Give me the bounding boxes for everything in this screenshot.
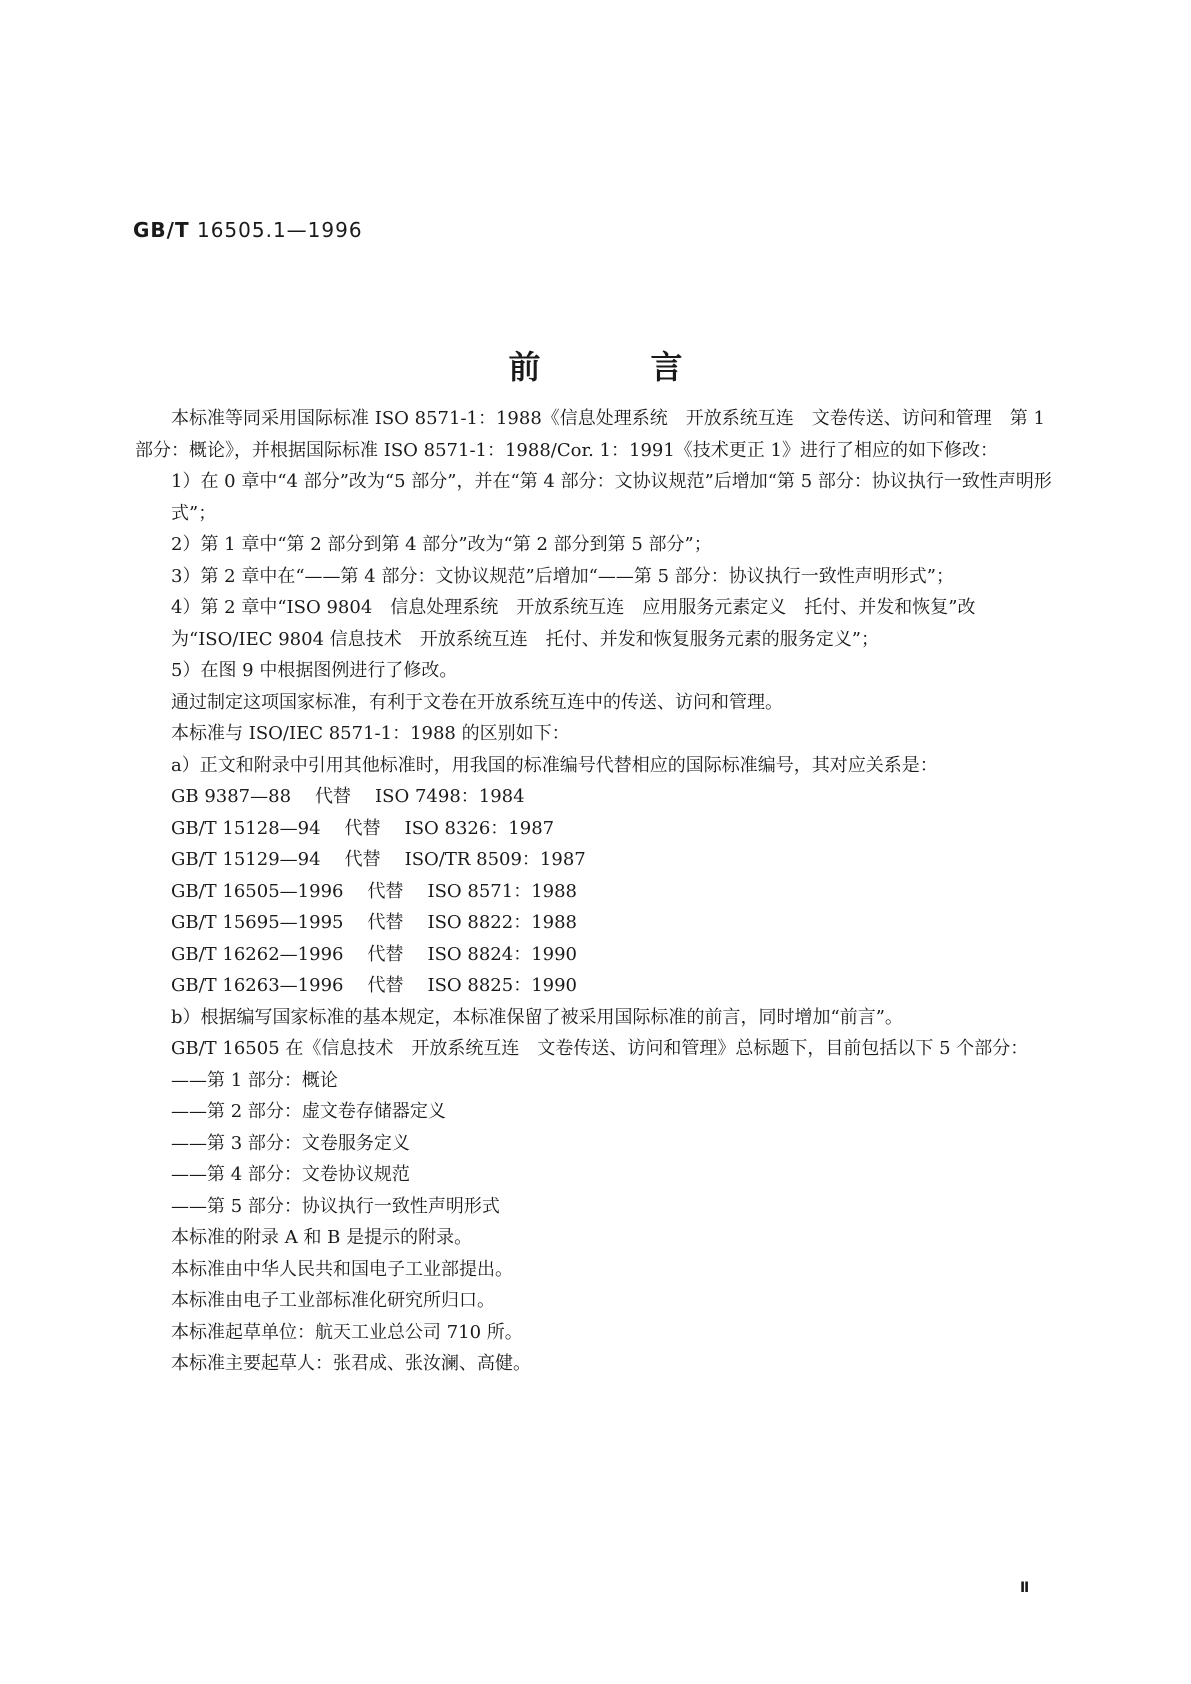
parts-intro: GB/T 16505 在《信息技术 开放系统互连 文卷传送、访问和管理》总标题下，目前包括以下 5 个部分： — [171, 1038, 1029, 1059]
modification-item-2: 2）第 1 章中“第 2 部分到第 4 部分”改为“第 2 部分到第 5 部分”； — [171, 534, 712, 555]
intro-paragraph: 本标准等同采用国际标准 ISO 8571-1：1988《信息处理系统 开放系统互连 文卷传送、访问和管理 第 1 部分：概论》，并根据国际标准 ISO 8571-1：1988/Cor. 1：1991《技术更正 1》进行了相应的如下修改： — [135, 408, 1045, 461]
modification-item-3: 3）第 2 章中在“——第 4 部分：文协议规范”后增加“——第 5 部分：协议执行一致性声明形式”； — [171, 565, 954, 587]
standard-code-prefix: GB/T — [133, 218, 190, 242]
preface-body — [135, 403, 1055, 1380]
page-title: 前言 — [508, 348, 793, 386]
cross-reference-list — [135, 781, 1055, 1002]
standard-code-number: 16505.1—1996 — [196, 218, 363, 242]
purpose-paragraph: 通过制定这项国家标准，有利于文卷在开放系统互连中的传送、访问和管理。 — [171, 691, 783, 713]
closing-drafters: 本标准主要起草人：张君成、张汝澜、高健。 — [171, 1353, 531, 1374]
closing-drafting-unit: 本标准起草单位：航天工业总公司 710 所。 — [171, 1321, 523, 1343]
closing-annex: 本标准的附录 A 和 B 是提示的附录。 — [171, 1227, 473, 1248]
parts-list — [135, 1065, 1055, 1223]
closing-custodian: 本标准由电子工业部标准化研究所归口。 — [171, 1290, 495, 1311]
cross-reference-row: GB/T 16505—1996 代替 ISO 8571：1988 — [171, 880, 578, 902]
standard-code — [133, 218, 363, 242]
part-item: ——第 5 部分：协议执行一致性声明形式 — [171, 1195, 500, 1217]
cross-reference-row: GB/T 15695—1995 代替 ISO 8822：1988 — [171, 912, 578, 933]
modification-item-4: 4）第 2 章中“ISO 9804 信息处理系统 开放系统互连 应用服务元素定义 托付、并发和恢复”改为“ISO/IEC 9804 信息技术 开放系统互连 托付、并发和恢复服务元素的服务定义”； — [171, 597, 976, 650]
difference-intro: 本标准与 ISO/IEC 8571-1：1988 的区别如下： — [171, 723, 570, 744]
modification-item-5: 5）在图 9 中根据图例进行了修改。 — [171, 660, 458, 681]
part-item: ——第 1 部分：概论 — [171, 1069, 338, 1091]
cross-reference-row: GB/T 16262—1996 代替 ISO 8824：1990 — [171, 943, 578, 965]
cross-reference-row: GB/T 15128—94 代替 ISO 8326：1987 — [171, 817, 555, 839]
cross-reference-row: GB 9387—88 代替 ISO 7498：1984 — [171, 786, 525, 807]
closing-proposer: 本标准由中华人民共和国电子工业部提出。 — [171, 1258, 513, 1280]
part-item: ——第 2 部分：虚文卷存储器定义 — [171, 1101, 446, 1122]
part-item: ——第 3 部分：文卷服务定义 — [171, 1132, 410, 1154]
cross-reference-row: GB/T 15129—94 代替 ISO/TR 8509：1987 — [171, 849, 586, 870]
cross-reference-row: GB/T 16263—1996 代替 ISO 8825：1990 — [171, 975, 578, 996]
part-item: ——第 4 部分：文卷协议规范 — [171, 1164, 410, 1185]
page-number: Ⅱ — [1020, 1580, 1030, 1596]
modification-item-1: 1）在 0 章中“4 部分”改为“5 部分”，并在“第 4 部分：文协议规范”后增加“第 5 部分：协议执行一致性声明形式”； — [171, 471, 1052, 524]
difference-a: a）正文和附录中引用其他标准时，用我国的标准编号代替相应的国际标准编号，其对应关系是： — [171, 754, 938, 776]
difference-b: b）根据编写国家标准的基本规定，本标准保留了被采用国际标准的前言，同时增加“前言”。 — [171, 1006, 903, 1028]
